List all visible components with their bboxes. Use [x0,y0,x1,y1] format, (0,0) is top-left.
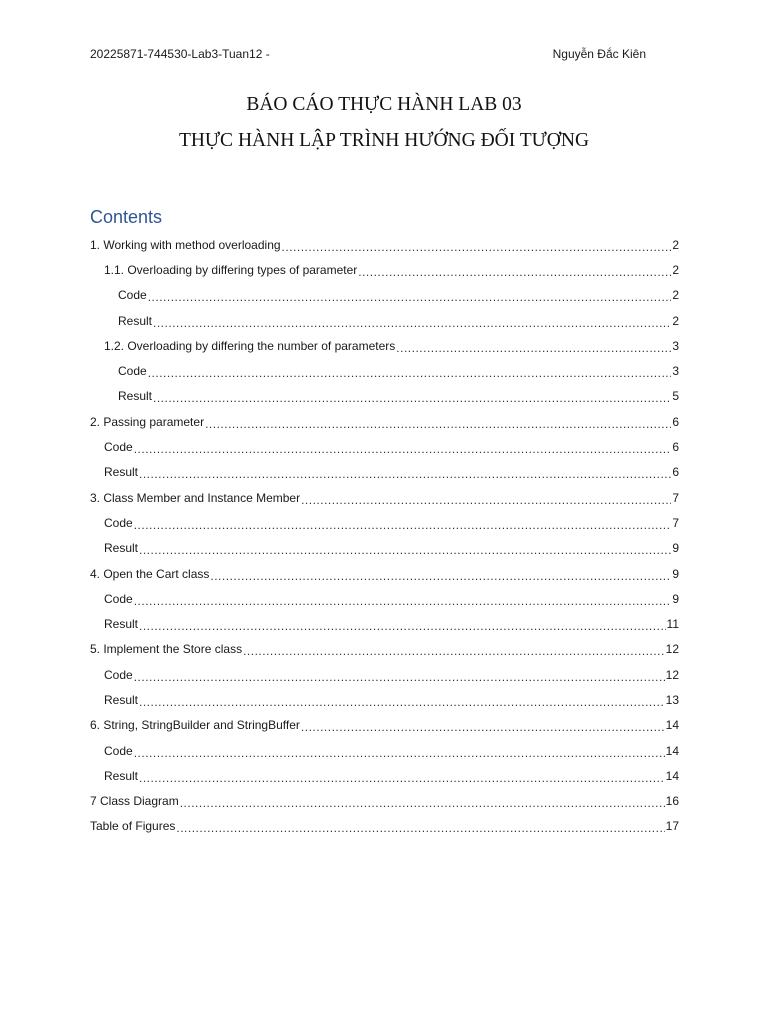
toc-dot-leader [148,290,672,304]
toc-dot-leader [396,341,671,355]
toc-dot-leader [282,240,672,254]
toc-entry-label: Result [104,768,139,783]
toc-dot-leader [153,316,671,330]
toc-entry[interactable] [90,637,679,662]
toc-entry-page-number: 9 [672,541,679,556]
toc-entry-page-number: 16 [665,794,679,809]
toc-entry-label: Code [104,515,133,530]
toc-entry[interactable] [90,738,679,763]
toc-entry-label: 4. Open the Cart class [90,566,210,581]
toc-dot-leader [139,619,666,633]
toc-entry-page-number: 3 [672,364,679,379]
toc-entry-page-number: 2 [672,262,679,277]
page-header [90,47,646,61]
toc-dot-leader [139,543,671,557]
toc-dot-leader [134,746,665,760]
toc-entry-page-number: 12 [665,667,679,682]
toc-dot-leader [139,467,671,481]
header-author: Nguyễn Đắc Kiên [552,47,646,61]
toc-entry[interactable] [90,662,679,687]
toc-dot-leader [134,518,672,532]
toc-entry-page-number: 13 [665,692,679,707]
toc-entry[interactable] [90,814,679,839]
toc-entry[interactable] [90,434,679,459]
toc-entry[interactable] [90,611,679,636]
header-document-id: 20225871-744530-Lab3-Tuan12 - [90,47,270,61]
toc-entry[interactable] [90,308,679,333]
toc-entry-label: Result [104,465,139,480]
toc-entry-page-number: 14 [665,718,679,733]
toc-entry-label: Code [104,667,133,682]
toc-entry-label: Result [118,313,153,328]
toc-entry-label: 6. String, StringBuilder and StringBuffer [90,718,300,733]
toc-dot-leader [153,391,671,405]
toc-entry-label: Result [104,692,139,707]
toc-entry-label: 1.2. Overloading by differing the number of parameters [104,338,396,353]
toc-dot-leader [148,366,672,380]
toc-entry[interactable] [90,586,679,611]
toc-entry[interactable] [90,485,679,510]
toc-entry-page-number: 6 [672,414,679,429]
report-title: BÁO CÁO THỰC HÀNH LAB 03 [246,94,522,115]
toc-entry-page-number: 9 [672,566,679,581]
toc-entry-label: Code [118,364,147,379]
toc-dot-leader [134,442,672,456]
toc-entry[interactable] [90,510,679,535]
toc-entry-page-number: 6 [672,440,679,455]
toc-entry-page-number: 2 [672,313,679,328]
toc-dot-leader [358,265,671,279]
toc-dot-leader [134,670,665,684]
toc-entry[interactable] [90,460,679,485]
toc-entry-label: 5. Implement the Store class [90,642,243,657]
toc-entry-label: 7 Class Diagram [90,794,179,809]
toc-entry-label: Code [104,440,133,455]
toc-dot-leader [243,644,665,658]
toc-dot-leader [134,594,672,608]
toc-entry[interactable] [90,333,679,358]
toc-entry[interactable] [90,536,679,561]
toc-dot-leader [176,821,664,835]
toc-entry-page-number: 14 [665,768,679,783]
toc-entry-label: Result [118,389,153,404]
toc-dot-leader [210,569,671,583]
toc-dot-leader [205,417,671,431]
toc-dot-leader [139,771,665,785]
toc-entry[interactable] [90,687,679,712]
toc-dot-leader [180,796,665,810]
toc-dot-leader [301,493,671,507]
toc-entry-page-number: 2 [672,288,679,303]
toc-entry[interactable] [90,561,679,586]
toc-entry-page-number: 5 [672,389,679,404]
toc-entry[interactable] [90,232,679,257]
report-subtitle: THỰC HÀNH LẬP TRÌNH HƯỚNG ĐỐI TƯỢNG [178,130,590,151]
table-of-contents [90,232,679,839]
toc-entry-page-number: 11 [666,617,679,632]
toc-entry-page-number: 2 [672,237,679,252]
toc-entry-page-number: 12 [665,642,679,657]
toc-dot-leader [301,720,665,734]
toc-entry-label: Table of Figures [90,819,176,834]
toc-entry[interactable] [90,257,679,282]
toc-entry-label: 1.1. Overloading by differing types of parameter [104,262,358,277]
toc-entry-label: 3. Class Member and Instance Member [90,490,301,505]
toc-dot-leader [139,695,665,709]
toc-entry-label: Code [104,743,133,758]
toc-entry[interactable] [90,409,679,434]
toc-entry-page-number: 7 [672,515,679,530]
toc-entry-label: Code [104,591,133,606]
toc-entry[interactable] [90,763,679,788]
toc-entry-label: Result [104,617,139,632]
toc-entry-label: 1. Working with method overloading [90,237,281,252]
toc-entry-label: 2. Passing parameter [90,414,205,429]
toc-entry-page-number: 6 [672,465,679,480]
toc-entry-label: Result [104,541,139,556]
toc-entry-page-number: 7 [672,490,679,505]
toc-entry[interactable] [90,358,679,383]
toc-entry-page-number: 14 [665,743,679,758]
toc-entry[interactable] [90,789,679,814]
toc-entry-page-number: 9 [672,591,679,606]
toc-entry-page-number: 3 [672,338,679,353]
contents-heading: Contents [90,207,163,227]
toc-entry-label: Code [118,288,147,303]
toc-entry[interactable] [90,283,679,308]
toc-entry[interactable] [90,384,679,409]
toc-entry-page-number: 17 [665,819,679,834]
toc-entry[interactable] [90,713,679,738]
